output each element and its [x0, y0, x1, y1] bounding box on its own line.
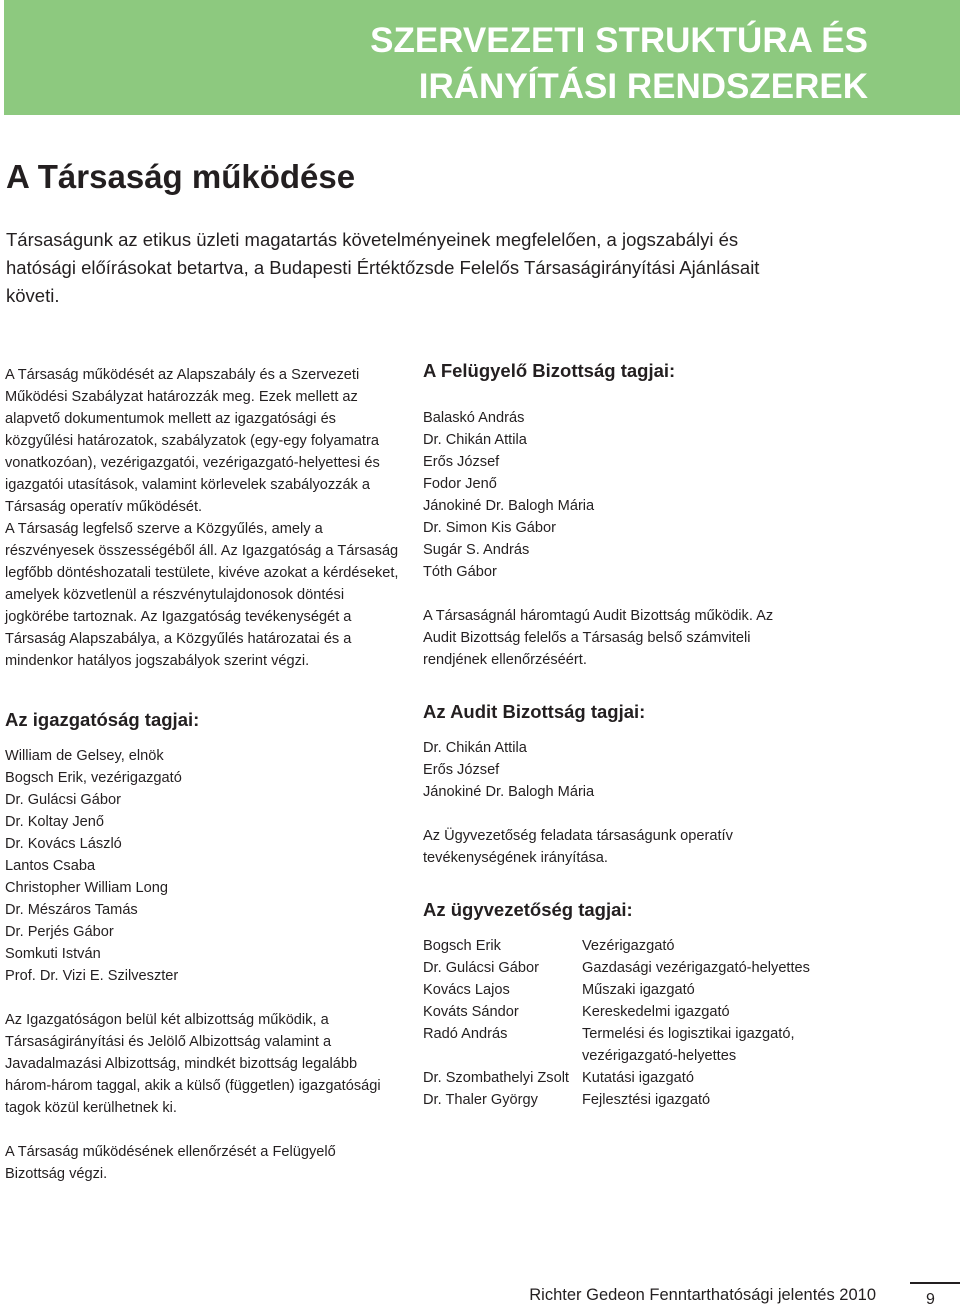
management-member-role: vezérigazgató-helyettes [582, 1048, 737, 1064]
audit-member-list [423, 737, 823, 803]
section-title: A Társaság működése [6, 158, 356, 195]
audit-member: Jánokiné Dr. Balogh Mária [423, 784, 595, 800]
management-member-table [423, 935, 810, 1111]
page-number: 9 [926, 1291, 935, 1308]
supervisory-member: Dr. Simon Kis Gábor [423, 520, 557, 536]
management-member-role: Fejlesztési igazgató [582, 1092, 711, 1108]
supervisory-member: Sugár S. András [423, 542, 530, 558]
management-member-role: Vezérigazgató [582, 938, 675, 954]
supervision-paragraph: A Társaság működésének ellenőrzését a Felügyelő Bizottság végzi. [5, 1144, 336, 1182]
audit-committee-paragraph: A Társaságnál háromtagú Audit Bizottság működik. Az Audit Bizottság felelős a Társaság belső számviteli rendjének ellenőrzéséért. [423, 608, 774, 668]
supervisory-member: Tóth Gábor [423, 564, 497, 580]
supervisory-member: Jánokiné Dr. Balogh Mária [423, 498, 595, 514]
management-member-role: Műszaki igazgató [582, 982, 695, 998]
supervisory-member-list [423, 407, 823, 583]
intro-paragraph: Társaságunk az etikus üzleti magatartás követelményeinek megfelelően, a jogszabályi és hatósági előírásokat betartva, a Budapesti Értéktőzsde Felelős Társaságirányítási Ajánlásait követi. [6, 229, 760, 306]
management-member-name: Dr. Gulácsi Gábor [423, 960, 539, 976]
board-member: Dr. Gulácsi Gábor [5, 792, 121, 808]
management-member-role: Termelési és logisztikai igazgató, [582, 1026, 795, 1042]
board-member: Lantos Csaba [5, 858, 96, 874]
board-member-list [5, 745, 400, 987]
footer-report-title: Richter Gedeon Fenntarthatósági jelentés 2010 [529, 1286, 876, 1304]
banner-title [370, 18, 868, 110]
supervisory-member: Fodor Jenő [423, 476, 497, 492]
management-member-name: Kovács Lajos [423, 982, 510, 998]
supervisory-member: Erős József [423, 454, 500, 470]
management-row [423, 1089, 810, 1111]
board-member: Dr. Mészáros Tamás [5, 902, 138, 918]
management-member-role: Gazdasági vezérigazgató-helyettes [582, 960, 810, 976]
board-member: William de Gelsey, elnök [5, 748, 164, 764]
management-row [423, 1023, 810, 1045]
supervisory-member: Balaskó András [423, 410, 525, 426]
supervisory-member: Dr. Chikán Attila [423, 432, 527, 448]
banner-title-line-2: IRÁNYÍTÁSI RENDSZEREK [418, 67, 868, 106]
management-row [423, 935, 810, 957]
management-member-role: Kereskedelmi igazgató [582, 1004, 730, 1020]
audit-member: Dr. Chikán Attila [423, 740, 527, 756]
management-member-name: Radó András [423, 1026, 508, 1042]
management-heading: Az ügyvezetőség tagjai: [423, 899, 633, 920]
management-row [423, 1045, 810, 1067]
footer-divider [910, 1282, 960, 1284]
board-member: Somkuti István [5, 946, 101, 962]
management-row [423, 1067, 810, 1089]
governance-paragraph: A Társaság legfelső szerve a Közgyűlés, amely a részvényesek összességéből áll. Az Igazgatóság a Társaság legfőbb döntéshozatali testülete, kivéve azokat a kérdéseket, amelyek közvetlenül a részvénytulajdonosok döntési jogkörébe tartoznak. Az Igazgatóság tevékenységét a Társaság Alapszabálya, a Közgyűlés határozatai és a mindenkor hatályos jogszabályok szerint végzi. [5, 521, 399, 669]
board-heading: Az igazgatóság tagjai: [5, 709, 200, 730]
board-member: Bogsch Erik, vezérigazgató [5, 770, 182, 786]
supervisory-board-heading: A Felügyelő Bizottság tagjai: [423, 360, 676, 381]
audit-member: Erős József [423, 762, 500, 778]
management-member-name: Dr. Thaler György [423, 1092, 538, 1108]
board-member: Dr. Kovács László [5, 836, 122, 852]
management-member-role: Kutatási igazgató [582, 1070, 694, 1086]
management-row [423, 1001, 810, 1023]
board-member: Prof. Dr. Vizi E. Szilveszter [5, 968, 179, 984]
management-paragraph: Az Ügyvezetőség feladata társaságunk operatív tevékenységének irányítása. [423, 828, 733, 866]
management-member-name: Kováts Sándor [423, 1004, 519, 1020]
board-member: Dr. Koltay Jenő [5, 814, 104, 830]
audit-committee-heading: Az Audit Bizottság tagjai: [423, 701, 646, 722]
banner-title-line-1: SZERVEZETI STRUKTÚRA ÉS [370, 21, 868, 60]
subcommittee-paragraph: Az Igazgatóságon belül két albizottság működik, a Társaságirányítási és Jelölő Albizottság valamint a Javadalmazási Albizottság, mindkét bizottság legalább három-három taggal, akik a külső (független) igazgatósági tagok közül kerülhetnek ki. [5, 1012, 381, 1116]
header-banner [4, 0, 960, 115]
management-member-name: Dr. Szombathelyi Zsolt [423, 1070, 569, 1086]
right-column [423, 358, 823, 1111]
board-member: Dr. Perjés Gábor [5, 924, 114, 940]
board-member: Christopher William Long [5, 880, 169, 896]
management-member-name [423, 1045, 582, 1067]
management-member-name: Bogsch Erik [423, 938, 501, 954]
management-row [423, 957, 810, 979]
management-row [423, 979, 810, 1001]
left-column [5, 364, 400, 1185]
operation-paragraph: A Társaság működését az Alapszabály és a Szervezeti Működési Szabályzat határozzák meg. Ezek mellett az alapvető dokumentumok mellett az igazgatósági és közgyűlési határozatok, szabályzatok (egy-egy folyamatra vonatkozóan), vezérigazgatói, vezérigazgató-helyettesi és igazgatói utasítások, valamint körlevelek szabályozzák a Társaság operatív működését. [5, 367, 380, 515]
